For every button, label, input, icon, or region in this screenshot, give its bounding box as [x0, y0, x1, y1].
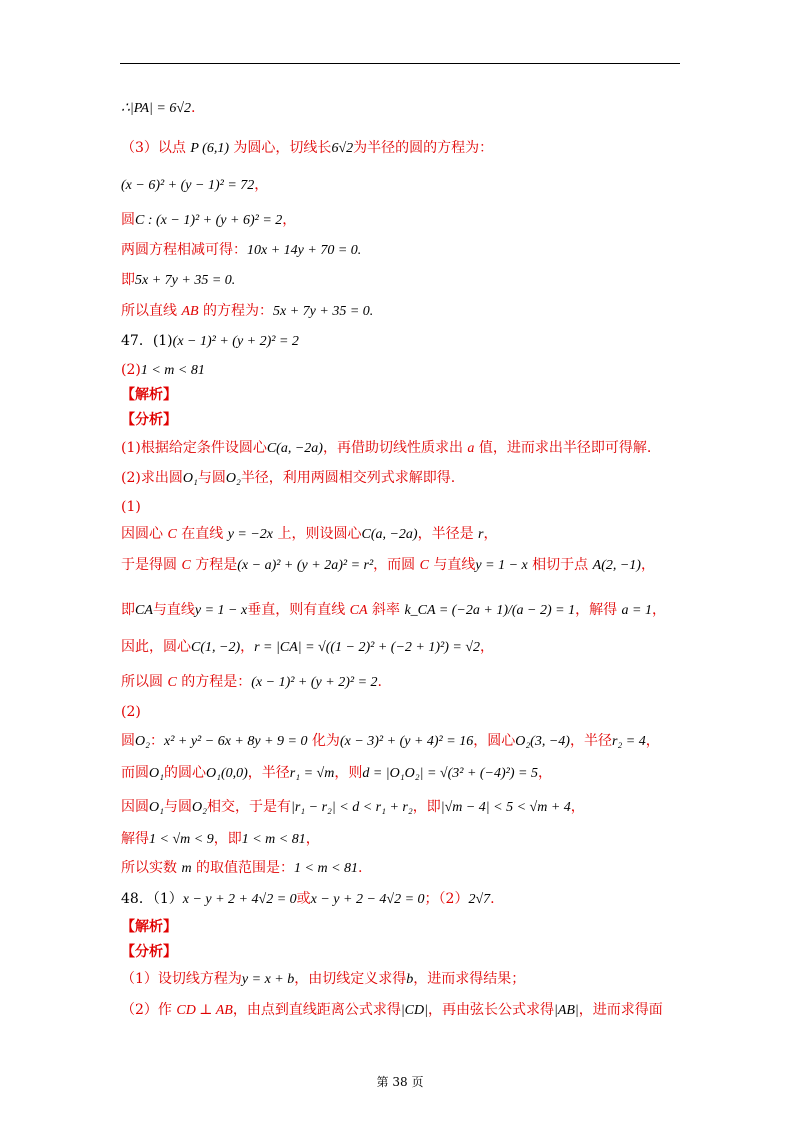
text-segment: 相交，于是有 [206, 799, 291, 815]
text-segment: ， [652, 602, 666, 618]
text-segment: ，半径 [569, 733, 612, 749]
math-expression: O₁(0,0) [205, 766, 248, 781]
text-segment: ， [282, 212, 297, 228]
text-segment: 上，则设圆心 [273, 526, 362, 542]
math-expression: O₁ [149, 766, 164, 781]
text-segment: 方程是 [190, 557, 238, 573]
math-expression: k_CA = (−2a + 1)/(a − 2) = 1 [404, 603, 576, 618]
text-segment: ： [149, 733, 164, 749]
text-segment: 【分析】 [121, 944, 177, 960]
text-segment: ，则 [334, 765, 363, 781]
math-expression: 10x + 14y + 70 = 0. [247, 243, 362, 258]
text-segment: 或 [296, 891, 311, 907]
math-expression: O₂ [225, 471, 241, 486]
text-segment: 的圆心 [163, 765, 206, 781]
math-expression: r₂ = 4 [611, 734, 646, 749]
math-expression: x − y + 2 + 4√2 = 0 [182, 892, 297, 907]
text-segment: . [191, 100, 196, 116]
text-segment: . [490, 891, 495, 907]
text-line [121, 829, 320, 850]
text-segment: 因圆心 [121, 526, 168, 542]
text-segment: ，即 [213, 831, 242, 847]
text-segment: 圆 [121, 212, 135, 228]
math-expression: y = x + b [241, 972, 295, 987]
header-rule [120, 63, 680, 64]
text-segment: ，解得 [575, 602, 622, 618]
text-segment: 的方程为： [198, 303, 274, 319]
text-line [121, 438, 651, 459]
text-segment: ，由切线定义求得 [294, 971, 407, 987]
math-expression: C [167, 527, 177, 542]
text-line [121, 600, 666, 621]
text-segment: 值，进而求出半径即可得解. [474, 440, 652, 456]
text-segment: ， [640, 557, 655, 573]
math-expression: C(a, −2a) [361, 527, 418, 542]
math-expression: x − y + 2 − 4√2 = 0 [310, 892, 425, 907]
text-segment: 与圆 [163, 799, 192, 815]
text-line [121, 942, 177, 962]
math-expression: C [167, 675, 177, 690]
math-expression: O₁ [182, 471, 198, 486]
text-segment: 垂直，则有直线 [247, 602, 350, 618]
math-expression: r = |CA| = √((1 − 2)² + (−2 + 1)²) = √2 [254, 640, 481, 655]
text-segment: 相切于点 [527, 557, 593, 573]
text-line [121, 175, 268, 196]
math-expression: P (6,1) [190, 141, 229, 156]
text-line [121, 98, 196, 119]
text-line [121, 1000, 663, 1021]
math-expression: (x − 1)² + (y + 2)² = 2 [172, 334, 299, 349]
math-expression: x² + y² − 6x + 8y + 9 = 0 [163, 734, 308, 749]
text-segment: 半径，利用两圆相交列式求解即得. [240, 470, 456, 486]
text-segment: 因此，圆心 [121, 639, 191, 655]
text-segment: 两圆方程相减可得： [121, 242, 247, 258]
math-expression: CA [349, 603, 368, 618]
math-expression: 1 < m < 81 [294, 861, 359, 876]
text-segment: ，再由弦长公式求得 [427, 1002, 554, 1018]
text-segment: 为半径的圆的方程为： [353, 140, 494, 156]
text-segment: ，进而求得面 [578, 1002, 663, 1018]
text-line [121, 410, 177, 430]
math-expression: a = 1 [621, 603, 652, 618]
text-segment: 因圆 [121, 799, 149, 815]
text-line [121, 524, 498, 545]
text-segment: 即 [121, 602, 135, 618]
text-segment: （2）作 [121, 1002, 177, 1018]
text-segment: 而圆 [121, 765, 149, 781]
math-expression: C(a, −2a) [266, 441, 323, 456]
text-segment: 圆 [121, 733, 135, 749]
text-segment: ，半径是 [417, 526, 479, 542]
text-segment: ，即 [412, 799, 441, 815]
text-line [121, 702, 141, 722]
math-expression: 1 < m < 81 [241, 832, 306, 847]
math-expression: ∴|PA| = 6√2 [121, 101, 192, 116]
text-segment: ，进而求得结果； [413, 971, 526, 987]
text-segment: 化为 [307, 733, 340, 749]
text-segment: 【解析】 [121, 387, 177, 403]
text-segment: 即 [121, 272, 135, 288]
text-segment: 【解析】 [121, 919, 177, 935]
math-expression: 2√7 [468, 892, 491, 907]
text-segment: 为圆心，切线长 [228, 140, 332, 156]
math-expression: y = 1 − x [475, 558, 528, 573]
math-expression: 1 < m < 81 [140, 363, 205, 378]
math-expression: 6√2 [331, 141, 354, 156]
math-expression: a [467, 441, 475, 456]
text-line [121, 468, 455, 489]
text-segment: 47．(1) [121, 333, 173, 349]
math-expression: 1 < √m < 9 [149, 832, 214, 847]
text-segment: (2) [121, 704, 141, 720]
text-segment: ，而圆 [373, 557, 420, 573]
text-segment: (1) [121, 499, 141, 515]
math-expression: |CD| [400, 1003, 428, 1018]
text-segment: . [377, 674, 382, 690]
text-segment: 所以实数 [121, 860, 182, 876]
text-line [121, 555, 655, 576]
text-segment: ， [305, 831, 320, 847]
text-segment: 解得 [121, 831, 149, 847]
math-expression: 5x + 7y + 35 = 0. [135, 273, 236, 288]
text-segment: (2) [121, 362, 141, 378]
math-expression: C [419, 558, 429, 573]
text-segment: ， [480, 639, 495, 655]
text-segment: 所以直线 [121, 303, 182, 319]
text-segment: ， [537, 765, 552, 781]
text-segment: 所以圆 [121, 674, 168, 690]
math-expression: CD ⊥ AB [176, 1003, 233, 1018]
text-line [121, 969, 525, 990]
text-segment: 在直线 [176, 526, 228, 542]
text-line [121, 138, 493, 159]
math-expression: (x − 1)² + (y + 2)² = 2 [251, 675, 378, 690]
math-expression: (x − a)² + (y + 2a)² = r² [237, 558, 374, 573]
math-expression: O₂ [135, 734, 150, 749]
math-expression: C(1, −2) [191, 640, 241, 655]
text-segment: (1)根据给定条件设圆心 [121, 440, 267, 456]
math-expression: O₂(3, −4) [515, 734, 570, 749]
text-segment: 【分析】 [121, 412, 177, 428]
text-segment: ， [240, 639, 255, 655]
text-segment: ， [570, 799, 585, 815]
text-line [121, 858, 363, 879]
text-line [121, 672, 382, 693]
text-line [121, 917, 177, 937]
math-expression: AB [181, 304, 199, 319]
text-line [121, 797, 585, 818]
math-expression: O₂ [191, 800, 207, 815]
math-expression: (x − 6)² + (y − 1)² = 72 [121, 178, 255, 193]
text-line [121, 210, 296, 231]
text-segment: ；（2） [424, 891, 469, 907]
math-expression: d = |O₁O₂| = √(3² + (−4)²) = 5 [362, 766, 538, 781]
text-segment: ，再借助切线性质求出 [322, 440, 468, 456]
math-expression: r [478, 527, 484, 542]
text-segment: ， [254, 177, 269, 193]
text-line [121, 731, 660, 752]
text-line [121, 331, 299, 352]
text-segment: （1）设切线方程为 [121, 971, 242, 987]
text-line [121, 240, 361, 261]
math-expression: C : (x − 1)² + (y + 6)² = 2 [135, 213, 283, 228]
text-segment: 斜率 [367, 602, 405, 618]
text-segment: ， [645, 733, 660, 749]
text-segment: 的取值范围是： [191, 860, 295, 876]
math-expression: (x − 3)² + (y + 4)² = 16 [339, 734, 474, 749]
math-expression: |√m − 4| < 5 < √m + 4 [440, 800, 571, 815]
math-expression: A(2, −1) [592, 558, 641, 573]
math-expression: O₁ [149, 800, 164, 815]
text-segment: (2)求出圆 [121, 470, 183, 486]
math-expression: r₁ = √m [289, 766, 335, 781]
text-segment: 与直线 [152, 602, 195, 618]
text-line [121, 360, 205, 381]
text-line [121, 301, 373, 322]
math-expression: CA [135, 603, 153, 618]
text-segment: 的方程是： [176, 674, 252, 690]
text-segment: ， [483, 526, 498, 542]
text-line [121, 385, 177, 405]
text-line [121, 889, 495, 910]
text-segment: （3）以点 [121, 140, 191, 156]
math-expression: |AB| [553, 1003, 579, 1018]
text-segment: ，圆心 [473, 733, 516, 749]
text-segment: 与圆 [197, 470, 226, 486]
math-expression: C [181, 558, 191, 573]
math-expression: y = −2x [227, 527, 274, 542]
text-line [121, 497, 141, 517]
math-expression: y = 1 − x [194, 603, 248, 618]
math-expression: 5x + 7y + 35 = 0. [273, 304, 374, 319]
text-line [121, 637, 494, 658]
text-line [121, 270, 235, 291]
math-expression: b [406, 972, 414, 987]
text-segment: ，由点到直线距离公式求得 [232, 1002, 401, 1018]
text-segment: . [358, 860, 363, 876]
math-expression: |r₁ − r₂| < d < r₁ + r₂ [290, 800, 413, 815]
text-segment: ，半径 [247, 765, 290, 781]
math-expression: m [181, 861, 192, 876]
text-segment: 于是得圆 [121, 557, 182, 573]
text-line [121, 763, 552, 784]
text-segment: 48．（1） [121, 891, 183, 907]
text-segment: 与直线 [428, 557, 476, 573]
page-number: 第 38 页 [376, 1075, 424, 1089]
